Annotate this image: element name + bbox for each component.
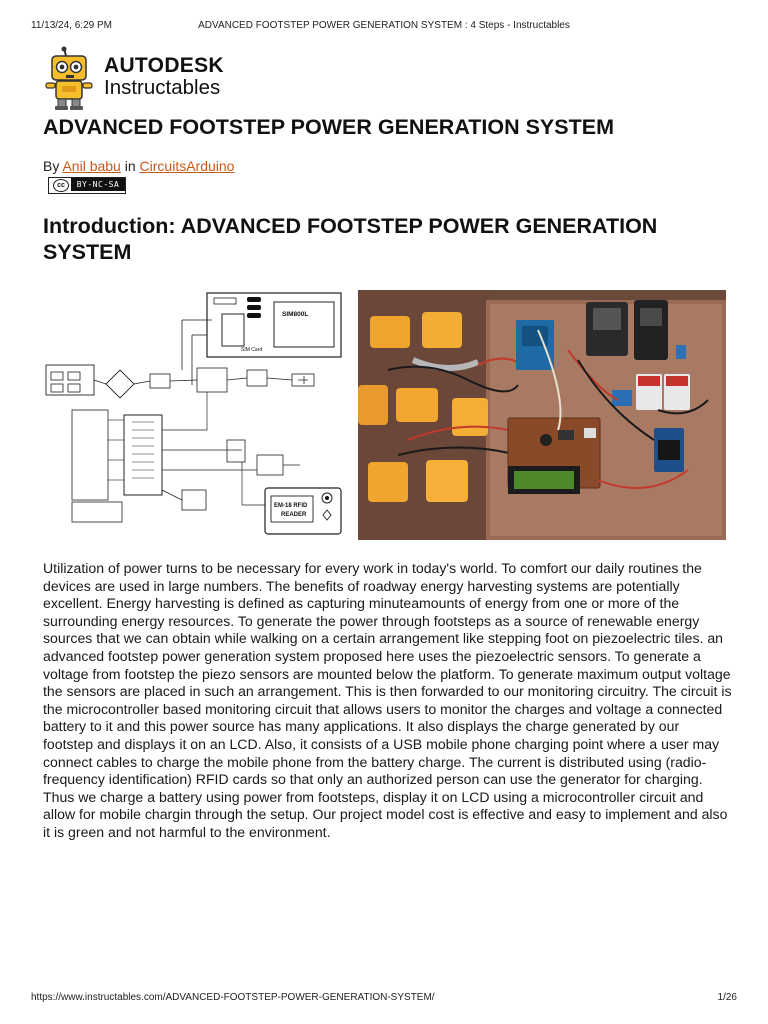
logo-brand: AUTODESK [104,54,224,77]
print-page-title: ADVANCED FOOTSTEP POWER GENERATION SYSTEM : 4 Steps - Instructables [198,20,570,31]
print-page-number: 1/26 [717,992,737,1003]
circuit-schematic-image[interactable] [42,290,347,540]
instructables-logo[interactable] [42,46,242,110]
intro-body-text: Utilization of power turns to be necessary for every work in today's world. To comfort our daily routines the devices are used in large numbers. The benefits of roadway energy harvesting systems are potentially excellent. Energy harvesting is defined as capturing minuteamounts of energy from one or more of the surrounding energy resources. To generate the power through footsteps as a source of renewable energy sources that we can obtain while walking on a certain arrangement like stepping foot on piezoelectric tiles. an advanced footstep power generation system proposed here uses the piezoelectric sensors. To generate a voltage from footstep the piezo sensors are mounted below the platform. To generate maximum output voltage the sensors are placed in such an arrangement. This is then forwarded to our monitoring circuitry. The circuit is the microcontroller based monitoring circuit that allows users to monitor the charges and voltage a connected battery to it and this power source has many applications. It also displays the charge generated by our footstep and displays it on an LCD. Also, it consists of a USB mobile phone charging point where a user may connect cables to charge the mobile phone from the battery charge. The current is distributed using (radio-frequency identification) RFID cards so that only an authorized person can use the generator for charging. Thus we charge a battery using power from footsteps, display it on LCD using a microcontroller circuit and allow for mobile chargin through the setup. Our project model cost is effective and easy to implement and also it is green and not harmful to the environment. [43,560,732,840]
cc-icon [49,178,71,191]
page-title: ADVANCED FOOTSTEP POWER GENERATION SYSTEM [43,115,614,139]
schematic-rfid-label-1: EM-18 RFID [274,503,308,509]
author-link[interactable]: Anil babu [62,158,121,174]
category-link[interactable]: CircuitsArduino [139,158,235,174]
print-footer [31,992,737,1006]
instructables-robot-icon [42,46,98,110]
schematic-sim-label: SIM Card [241,347,263,353]
print-datetime: 11/13/24, 6:29 PM [31,20,112,31]
print-url: https://www.instructables.com/ADVANCED-FOOTSTEP-POWER-GENERATION-SYSTEM/ [31,992,435,1003]
license-badge[interactable] [48,177,126,194]
byline-in: in [124,158,136,174]
license-text: BY-NC-SA [71,178,125,191]
byline-prefix: By [43,158,60,174]
intro-heading: Introduction: ADVANCED FOOTSTEP POWER GENERATION SYSTEM [43,214,658,264]
byline [43,158,234,175]
schematic-rfid-label-2: READER [281,512,307,518]
schematic-module-label: SIM800L [282,311,309,318]
logo-product: Instructables [104,76,221,99]
project-prototype-photo[interactable] [358,290,726,540]
cc-mark: cc [53,179,69,192]
print-header [31,20,737,34]
